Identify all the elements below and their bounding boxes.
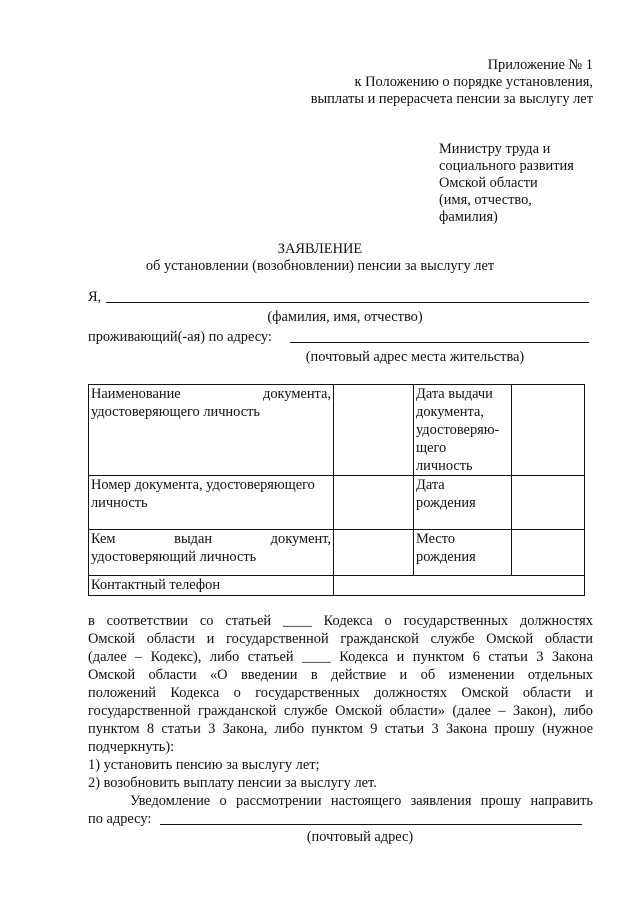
paragraph-line: пунктом 8 статьи 3 Закона, либо пунктом 9 статьи 3 Закона прошу (нужное <box>88 721 593 737</box>
issued-by-value-cell[interactable] <box>334 530 414 576</box>
birth-place-label-cell <box>414 530 512 576</box>
phone-label: Контактный телефон <box>91 577 221 593</box>
birth-date-label-cont: рождения <box>416 495 476 511</box>
address-hint: (почтовый адрес места жительства) <box>305 349 525 365</box>
issue-date-label-cont: удостоверяю- <box>416 422 500 438</box>
table-row <box>89 385 585 476</box>
table-row <box>89 576 585 596</box>
doc-name-label-cont: удостоверяющего личность <box>91 404 260 420</box>
appendix-reference-cont: выплаты и перерасчета пенсии за выслугу лет <box>310 91 593 107</box>
doc-number-value-cell[interactable] <box>334 476 414 530</box>
phone-value-cell[interactable] <box>334 576 585 596</box>
issue-date-label-cont: личность <box>416 458 473 474</box>
address-input-line[interactable] <box>290 342 589 343</box>
table-row <box>89 476 585 530</box>
fio-input-line[interactable] <box>106 302 589 303</box>
birth-place-value-cell[interactable] <box>512 530 585 576</box>
issue-date-value-cell[interactable] <box>512 385 585 476</box>
notice-line: Уведомление о рассмотрении настоящего заявления прошу направить <box>130 793 593 809</box>
option-resume-pension[interactable]: 2) возобновить выплату пенсии за выслугу лет. <box>88 775 377 791</box>
notice-address-hint: (почтовый адрес) <box>306 829 414 845</box>
paragraph-line: государственной гражданской службе Омской области» (далее – Закон), либо <box>88 703 593 719</box>
addressee-line: социального развития <box>439 158 574 174</box>
document-title: ЗАЯВЛЕНИЕ <box>277 241 363 257</box>
doc-number-label: Номер документа, удостоверяющего <box>91 477 315 493</box>
issued-by-label: Кем выдан документ, <box>91 531 331 547</box>
birth-date-label-cell <box>414 476 512 530</box>
doc-name-label: Наименование документа, <box>91 386 331 402</box>
addressee-hint: фамилия) <box>439 209 498 225</box>
issue-date-label: Дата выдачи <box>416 386 493 402</box>
addressee-hint: (имя, отчество, <box>439 192 532 208</box>
document-subtitle: об установлении (возобновлении) пенсии за выслугу лет <box>145 258 495 274</box>
doc-name-value-cell[interactable] <box>334 385 414 476</box>
table-row <box>89 530 585 576</box>
appendix-reference: к Положению о порядке установления, <box>354 74 593 90</box>
birth-place-label: Место <box>416 531 456 547</box>
notice-text <box>130 792 593 810</box>
phone-label-cell <box>89 576 334 596</box>
notice-address-input-line[interactable] <box>160 824 582 825</box>
doc-number-label-cell <box>89 476 334 530</box>
paragraph-line: Омской области «О введении в действие и об изменении отдельных <box>88 667 593 683</box>
addressee-line: Министру труда и <box>439 141 551 157</box>
issue-date-label-cont: документа, <box>416 404 484 420</box>
address-label: проживающий(-ая) по адресу: <box>88 329 272 345</box>
fio-hint: (фамилия, имя, отчество) <box>267 309 423 325</box>
issued-by-label-cell <box>89 530 334 576</box>
birth-place-label-cont: рождения <box>416 549 476 565</box>
request-paragraph <box>88 612 593 792</box>
option-establish-pension[interactable]: 1) установить пенсию за выслугу лет; <box>88 757 320 773</box>
birth-date-value-cell[interactable] <box>512 476 585 530</box>
paragraph-line: в соответствии со статьей ____ Кодекса о государственных должностях <box>88 613 593 629</box>
doc-name-label-cell <box>89 385 334 476</box>
issued-by-label-cont: удостоверяющий личность <box>91 549 257 565</box>
issue-date-label-cont: щего <box>416 440 447 456</box>
applicant-i-label: Я, <box>88 289 102 305</box>
paragraph-line: (далее – Кодекс), либо статьей ____ Кодекса и пунктом 6 статьи 3 Закона <box>88 649 593 665</box>
paragraph-line: подчеркнуть): <box>88 739 175 755</box>
applicant-data-table <box>88 384 585 596</box>
doc-number-label-cont: личность <box>91 495 148 511</box>
birth-date-label: Дата <box>416 477 445 493</box>
addressee-line: Омской области <box>439 175 538 191</box>
issue-date-label-cell <box>414 385 512 476</box>
paragraph-line: Омской области и государственной гражданской службе Омской области <box>88 631 593 647</box>
appendix-number: Приложение № 1 <box>487 57 593 73</box>
paragraph-line: положений Кодекса о государственных должностях Омской области и <box>88 685 593 701</box>
notice-address-label: по адресу: <box>88 811 152 827</box>
